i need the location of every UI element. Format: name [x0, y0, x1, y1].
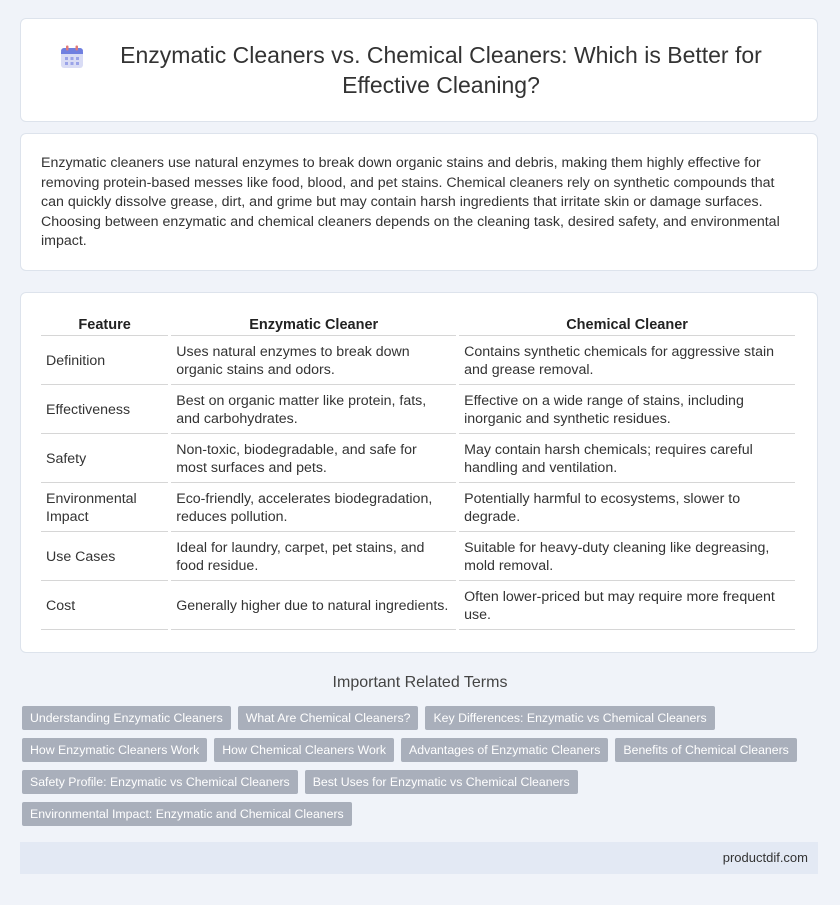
- related-term-tag[interactable]: Best Uses for Enzymatic vs Chemical Cleaners: [305, 770, 578, 794]
- enzymatic-cell: Uses natural enzymes to break down organic stains and odors.: [171, 336, 456, 385]
- enzymatic-cell: Ideal for laundry, carpet, pet stains, and food residue.: [171, 532, 456, 581]
- enzymatic-cell: Generally higher due to natural ingredients.: [171, 581, 456, 630]
- calendar-icon: [59, 44, 85, 70]
- intro-text: Enzymatic cleaners use natural enzymes to break down organic stains and debris, making them highly effective for removing protein-based messes like food, blood, and pet stains. Chemical cleaners rely on synthetic compounds that can quickly dissolve grease, dirt, and grime but may contain harsh ingredients that irritate skin or damage surfaces. Choosing between enzymatic and chemical cleaners depends on the cleaning task, desired safety, and environmental impact.: [41, 155, 780, 249]
- table-row: [41, 385, 795, 434]
- comparison-table-card: [20, 292, 818, 653]
- enzymatic-cell: Non-toxic, biodegradable, and safe for most surfaces and pets.: [171, 434, 456, 483]
- related-term-tag[interactable]: Benefits of Chemical Cleaners: [615, 738, 796, 762]
- table-row: [41, 434, 795, 483]
- feature-cell: Cost: [41, 581, 168, 630]
- related-term-tag[interactable]: How Enzymatic Cleaners Work: [22, 738, 207, 762]
- feature-cell: Definition: [41, 336, 168, 385]
- chemical-cell: Suitable for heavy-duty cleaning like degreasing, mold removal.: [459, 532, 795, 581]
- related-term-tag[interactable]: Safety Profile: Enzymatic vs Chemical Cleaners: [22, 770, 298, 794]
- footer: [20, 842, 818, 874]
- feature-cell: Effectiveness: [41, 385, 168, 434]
- related-terms-list: [22, 706, 812, 826]
- chemical-cell: Effective on a wide range of stains, including inorganic and synthetic residues.: [459, 385, 795, 434]
- table-row: [41, 336, 795, 385]
- comparison-table: [38, 313, 798, 630]
- footer-site-link[interactable]: productdif.com: [722, 850, 808, 865]
- enzymatic-cell: Best on organic matter like protein, fats, and carbohydrates.: [171, 385, 456, 434]
- feature-cell: Safety: [41, 434, 168, 483]
- page-title: Enzymatic Cleaners vs. Chemical Cleaners: Which is Better for Effective Cleaning?: [120, 42, 762, 98]
- related-term-tag[interactable]: Understanding Enzymatic Cleaners: [22, 706, 231, 730]
- related-terms-title: Important Related Terms: [332, 674, 508, 691]
- intro-card: [20, 133, 818, 271]
- related-term-tag[interactable]: Environmental Impact: Enzymatic and Chemical Cleaners: [22, 802, 352, 826]
- feature-cell: Use Cases: [41, 532, 168, 581]
- header-enzymatic: Enzymatic Cleaner: [171, 313, 456, 336]
- related-term-tag[interactable]: What Are Chemical Cleaners?: [238, 706, 419, 730]
- related-term-tag[interactable]: How Chemical Cleaners Work: [214, 738, 394, 762]
- related-term-tag[interactable]: Advantages of Enzymatic Cleaners: [401, 738, 608, 762]
- header-chemical: Chemical Cleaner: [459, 313, 795, 336]
- table-row: [41, 532, 795, 581]
- chemical-cell: Potentially harmful to ecosystems, slower to degrade.: [459, 483, 795, 532]
- table-row: [41, 483, 795, 532]
- header-card: [20, 18, 818, 122]
- chemical-cell: May contain harsh chemicals; requires careful handling and ventilation.: [459, 434, 795, 483]
- related-term-tag[interactable]: Key Differences: Enzymatic vs Chemical Cleaners: [425, 706, 714, 730]
- chemical-cell: Often lower-priced but may require more frequent use.: [459, 581, 795, 630]
- feature-cell: Environmental Impact: [41, 483, 168, 532]
- chemical-cell: Contains synthetic chemicals for aggressive stain and grease removal.: [459, 336, 795, 385]
- enzymatic-cell: Eco-friendly, accelerates biodegradation, reduces pollution.: [171, 483, 456, 532]
- header-feature: Feature: [41, 313, 168, 336]
- table-row: [41, 581, 795, 630]
